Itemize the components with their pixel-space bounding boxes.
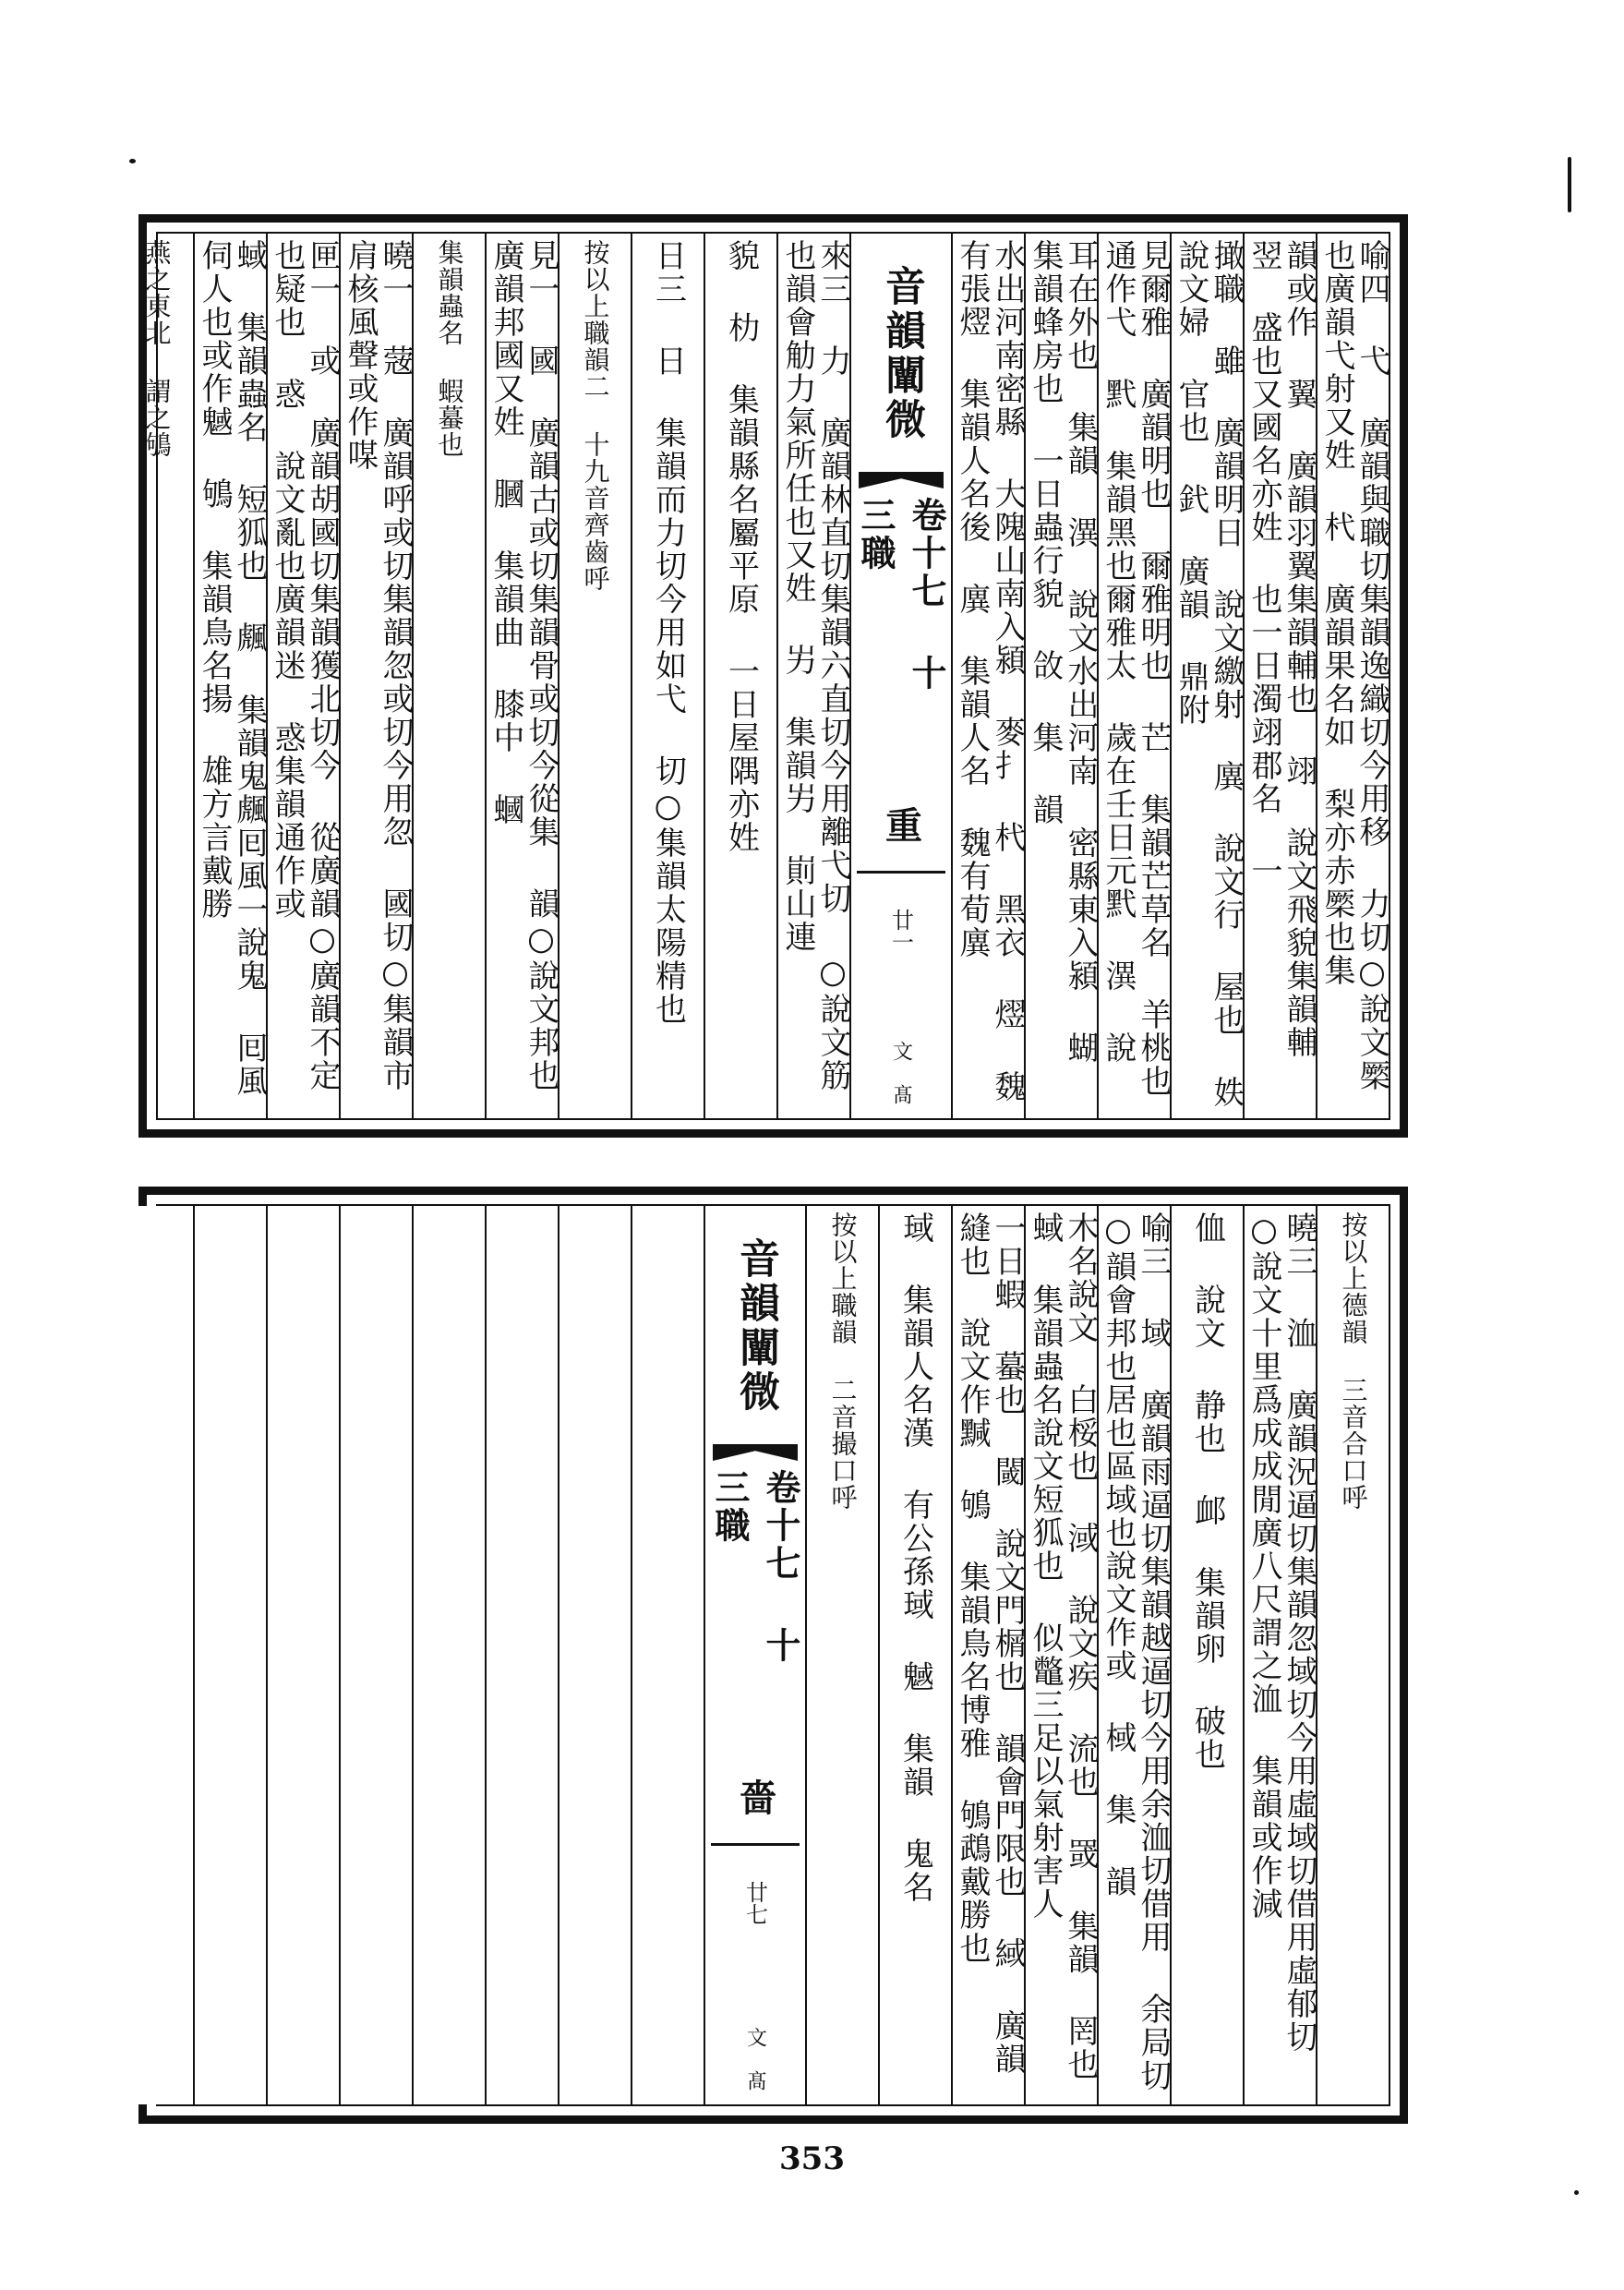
text-column: 蜮 集韻蟲名 短狐也 䬌 集韻鬼䬌囘風一說鬼 囘風伺人也或作魊 鴝 集韻鳥名揚 雄方言戴勝 bbox=[193, 234, 266, 1118]
top-page-columns bbox=[141, 232, 1390, 1120]
divider bbox=[711, 1843, 800, 1846]
speck bbox=[1574, 2190, 1579, 2195]
text-column: 木名說文 白桵也 淢 說文疾 流也 罭 集韻 罔也 蜮 集韻蟲名說文短狐也 似鼈三足以氣射害人 bbox=[1024, 1206, 1097, 2104]
text-column: 耳在外也 集韻 潩 說文水出河南 密縣東入潁 蝴 集韻蜂房也 一日蟲行貌 㪉 集 韻 bbox=[1024, 234, 1097, 1118]
fishtail-column bbox=[704, 1206, 805, 2104]
foot-label: 文 髙 bbox=[889, 1040, 913, 1104]
empty-column bbox=[485, 1206, 558, 2104]
fishtail-mark bbox=[713, 1444, 798, 1461]
text-column: 琙 集韻人名漢 有公孫琙 魊 集韻 鬼名 bbox=[878, 1206, 951, 2104]
tick-label: 廿一 bbox=[887, 909, 914, 953]
text-column: 見爾雅 廣韻明也 爾雅明也 芒 集韻芒草名 羊桃也通作弋 黓 集韻黑也爾雅太 歲在壬日元黓 潩 說 bbox=[1097, 234, 1170, 1118]
text-column: 水出河南密縣 大隗山南入潁 麥扌 杙 黑衣 熤 魏有張熤 集韻人名後 廙 集韻人名 魏有荀廙 bbox=[951, 234, 1024, 1118]
book-title: 音韻闡微 bbox=[878, 265, 925, 442]
text-column: 喻四 弋 廣韻與職切集韻逸織切今用移 力切○說文橜也廣韻弋射又姓 杙 廣韻果名如 梨亦赤橜也集 bbox=[1316, 234, 1389, 1118]
text-column: 按以上德韻 三音合口呼 bbox=[1316, 1206, 1389, 2104]
text-column: 侐 說文 静也 䘏 集韻卵 破也 bbox=[1170, 1206, 1243, 2104]
tick-label: 廿七 bbox=[741, 1881, 768, 1925]
text-column: 匣一 或 廣韻胡國切集韻獲北切今 從廣韻○廣韻不定也疑也 惑 說文亂也廣韻迷 惑集韻通作或 bbox=[266, 234, 339, 1118]
empty-column bbox=[266, 1206, 339, 2104]
book-title: 音韻闡微 bbox=[732, 1237, 779, 1415]
text-column: 一日蝦 蟇也 閾 說文門榍也 韻會門限也 緎 廣韻縫也 說文作黬 鴝 集韻鳥名博雅 鴝鵡戴勝也 bbox=[951, 1206, 1024, 2104]
fishtail-mark bbox=[859, 472, 944, 488]
text-column: 按以上職韻 二音撮口呼 bbox=[805, 1206, 878, 2104]
text-column: 喻三 域 廣韻雨逼切集韻越逼切今用余洫切借用 余局切○韻會邦也居也區域也說文作或 棫 集 韻 bbox=[1097, 1206, 1170, 2104]
text-column: 按以上職韻二 十九音齊齒呼 bbox=[558, 234, 631, 1118]
text-column: 撖職 雖 廣韻明日 說文繳射 廙 說文行 屋也 妷 說文婦 官也 釴 廣韻 鼎附 bbox=[1170, 234, 1243, 1118]
empty-column bbox=[339, 1206, 412, 2104]
empty-column bbox=[631, 1206, 704, 2104]
speck bbox=[129, 159, 136, 163]
fishtail-column bbox=[849, 234, 951, 1118]
bottom-page-panel bbox=[138, 1187, 1408, 2124]
text-column: 來三 力 廣韻林直切集韻六直切今用離弋切 ○說文筋也韻會觔力氣所任也又姓 屴 集韻屴 崱山連 bbox=[776, 234, 849, 1118]
leaf-number: 重 bbox=[879, 806, 923, 843]
volume-label: 卷十七 十三職 bbox=[709, 1469, 801, 1665]
divider bbox=[857, 871, 945, 874]
text-column: 曉三 洫 廣韻況逼切集韻忽域切今用虛域切借用虛郁切 ○說文十里爲成成閒廣八尺謂之洫 集韻或作減 bbox=[1243, 1206, 1316, 2104]
page-number: 353 bbox=[779, 2140, 845, 2177]
text-column: 日三 日 集韻而力切今用如弋 切○集韻太陽精也 bbox=[631, 234, 704, 1118]
empty-column bbox=[120, 1206, 193, 2104]
volume-label: 卷十七 十三職 bbox=[855, 497, 947, 693]
leaf-number: 嗇 bbox=[733, 1778, 777, 1815]
text-column: 燕之東北 謂之鴝 bbox=[141, 239, 173, 458]
empty-column bbox=[412, 1206, 485, 2104]
foot-label: 文 髙 bbox=[743, 2026, 767, 2091]
bottom-page-columns bbox=[156, 1204, 1390, 2106]
speck bbox=[1568, 157, 1571, 212]
text-column: 曉一 䓻 廣韻呼或切集韻忽或切今用忽 國切○集韻市肩核風聲或作㖼 bbox=[339, 234, 412, 1118]
empty-column bbox=[193, 1206, 266, 2104]
empty-column bbox=[558, 1206, 631, 2104]
text-column: 韻或作 翼 廣韻羽翼集韻輔也 翊 說文飛貌集韻輔 翌 盛也又國名亦姓 也一日濁翊郡名 一 bbox=[1243, 234, 1316, 1118]
text-column: 貌 朸 集韻縣名屬平原 一日屋隅亦姓 bbox=[704, 234, 776, 1118]
top-page-panel bbox=[138, 214, 1408, 1138]
text-column: 集韻蟲名 蝦蟇也 bbox=[412, 234, 485, 1118]
text-column: 見一 國 廣韻古或切集韻骨或切今從集 韻○說文邦也廣韻邦國又姓 膕 集韻曲 膝中 蟈 bbox=[485, 234, 558, 1118]
